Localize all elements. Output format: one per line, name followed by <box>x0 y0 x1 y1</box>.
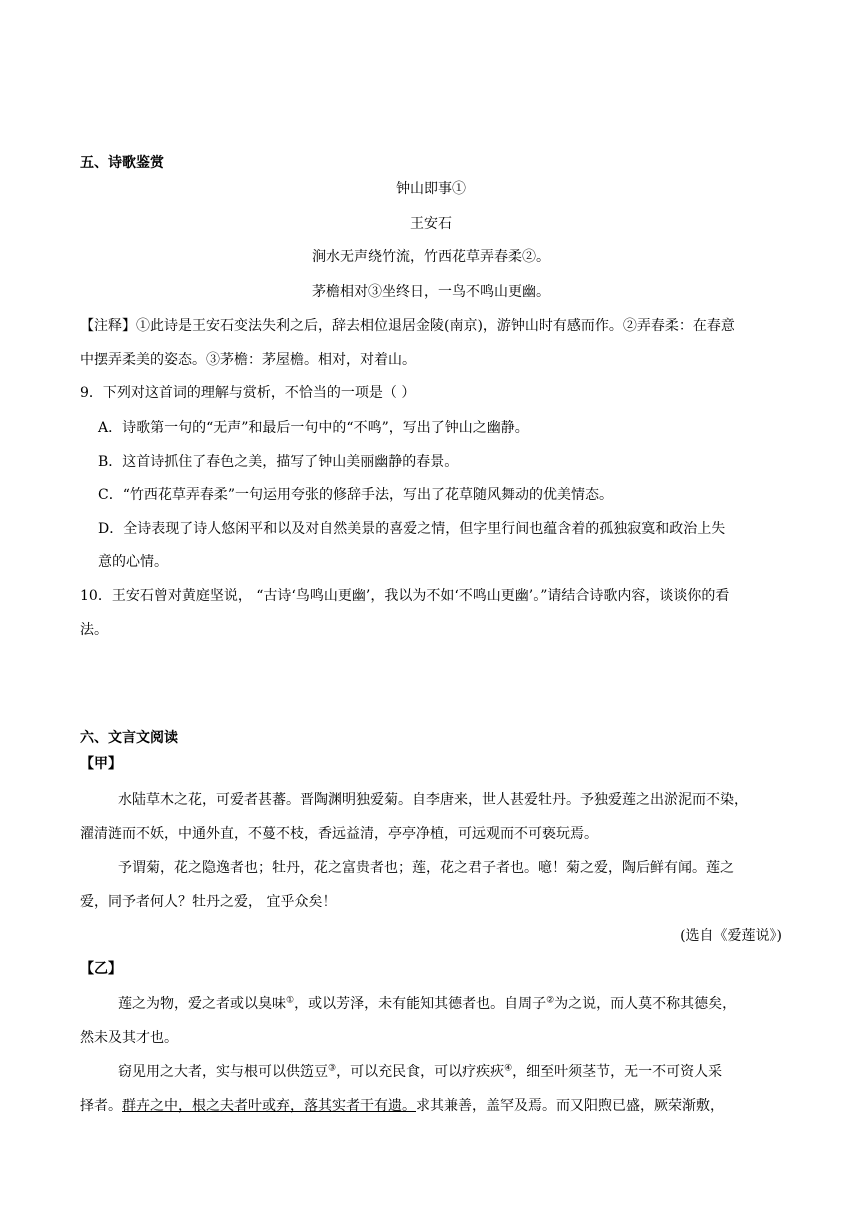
question-9-option-c: C．“竹西花草弄春柔”一句运用夸张的修辞手法，写出了花草随风舞动的优美情态。 <box>98 487 614 503</box>
annotation-line-2: 中摆弄柔美的姿态。③茅檐：茅屋檐。相对，对着山。 <box>80 352 416 368</box>
text-span: 求其兼善，盖罕及焉。而又阳煦已盛，厥荣渐敷， <box>416 1098 724 1114</box>
question-9-option-d-line-1: D．全诗表现了诗人悠闲平和以及对自然美景的喜爱之情，但字里行间也蕴含着的孤独寂寞和政治上失 <box>98 521 726 537</box>
text-span: ，可以充民食，可以疗疾疢 <box>336 1064 505 1080</box>
passage-yi-p2-line-2 <box>80 1095 724 1115</box>
passage-jia-p2-line-1: 予谓菊，花之隐逸者也；牡丹，花之富贵者也；莲，花之君子者也。噫！菊之爱，陶后鲜有闻。莲之 <box>118 860 734 876</box>
poem-line-2: 茅檐相对③坐终日，一鸟不鸣山更幽。 <box>312 284 550 300</box>
footnote-marker: ① <box>286 995 295 1006</box>
footnote-marker: ④ <box>504 1063 513 1074</box>
underlined-sentence: 群卉之中，根之夫者叶或弃，落其实者干有遗。 <box>122 1098 416 1114</box>
question-9-option-d-line-2: 意的心情。 <box>98 554 168 570</box>
text-span: 莲之为物，爱之者或以臭味 <box>118 996 286 1012</box>
passage-jia-p2-line-2: 爱，同予者何人？牡丹之爱， 宜乎众矣！ <box>80 894 337 910</box>
question-9-option-b: B．这首诗抓住了春色之美，描写了钟山美丽幽静的春景。 <box>98 454 459 470</box>
passage-yi-label: 【乙】 <box>80 961 122 977</box>
question-9-stem: 9．下列对这首词的理解与赏析，不恰当的一项是（ ） <box>80 385 416 401</box>
annotation-line-1: 【注释】①此诗是王安石变法失利之后，辞去相位退居金陵(南京)，游钟山时有感而作。②弄春柔：在春意 <box>80 318 735 334</box>
text-span: ，细至叶须茎节，无一不可资人采 <box>512 1064 723 1080</box>
text-span: 为之说，而人莫不称其德矣， <box>554 996 737 1012</box>
poem-author: 王安石 <box>410 216 452 232</box>
passage-yi-p1-line-2: 然未及其才也。 <box>80 1030 178 1046</box>
passage-jia-p1-line-2: 濯清涟而不妖，中通外直，不蔓不枝，香远益清，亭亭净植，可远观而不可亵玩焉。 <box>80 826 598 842</box>
passage-jia-source: (选自《爱莲说》) <box>680 928 782 944</box>
passage-jia-p1-line-1: 水陆草木之花，可爱者甚蕃。晋陶渊明独爱菊。自李唐来，世人甚爱牡丹。予独爱莲之出淤泥而不染， <box>118 792 748 808</box>
text-span: 择者。 <box>80 1098 122 1114</box>
question-9-option-a: A．诗歌第一句的“无声”和最后一句中的“不鸣”，写出了钟山之幽静。 <box>98 420 529 436</box>
passage-yi-p2-line-1 <box>118 1061 722 1081</box>
footnote-marker: ③ <box>328 1063 337 1074</box>
section-6-title: 六、文言文阅读 <box>80 730 178 746</box>
passage-yi-p1-line-1 <box>118 993 736 1013</box>
question-10-line-2: 法。 <box>80 622 108 638</box>
passage-jia-label: 【甲】 <box>80 756 122 772</box>
poem-line-1: 涧水无声绕竹流，竹西花草弄春柔②。 <box>312 249 550 265</box>
question-10-line-1: 10．王安石曾对黄庭坚说， “古诗‘鸟鸣山更幽’，我以为不如‘不鸣山更幽’。”请结合诗歌内容，谈谈你的看 <box>80 588 730 604</box>
section-5-title: 五、诗歌鉴赏 <box>80 155 164 171</box>
text-span: 窃见用之大者，实与根可以供笾豆 <box>118 1064 328 1080</box>
text-span: ，或以芳泽，未有能知其德者也。自周子 <box>294 996 547 1012</box>
poem-title: 钟山即事① <box>396 181 466 197</box>
footnote-marker: ② <box>546 995 555 1006</box>
